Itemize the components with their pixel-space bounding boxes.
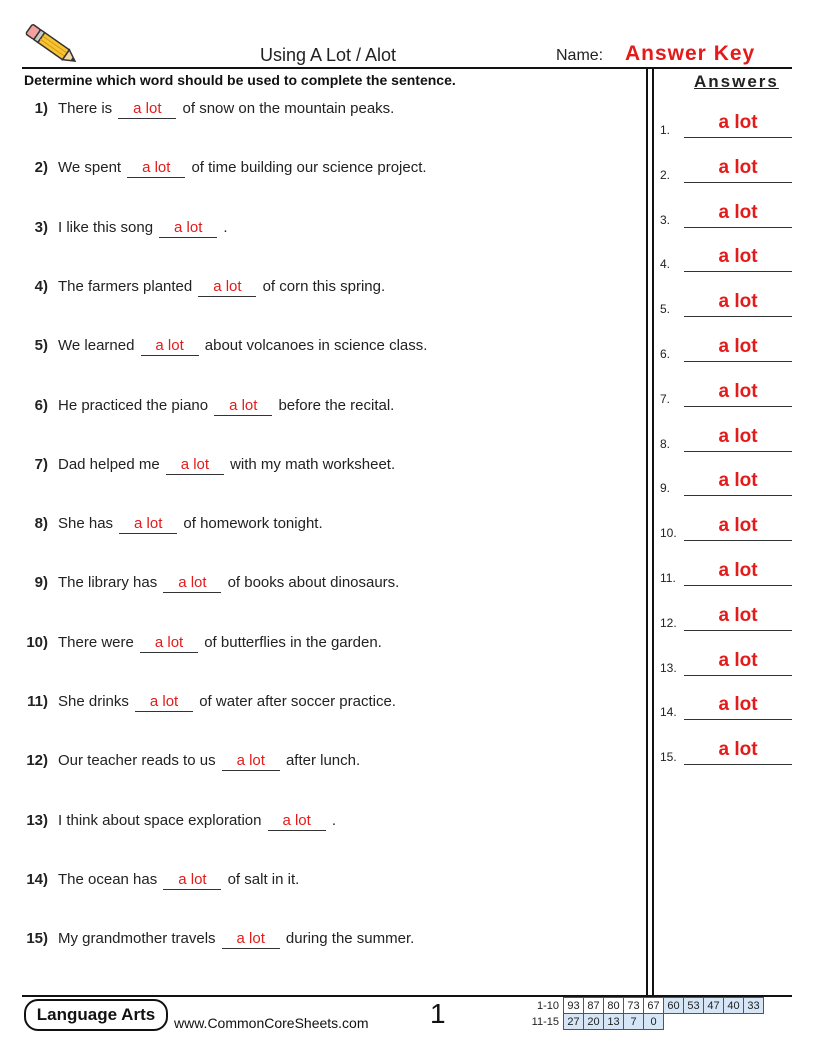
brand-badge bbox=[24, 999, 168, 1031]
answer-number: 7. bbox=[660, 391, 671, 406]
answer-row bbox=[660, 648, 792, 678]
question-number: 15) bbox=[26, 930, 48, 948]
score-cell: 60 bbox=[664, 998, 684, 1014]
question-text-before: There is bbox=[58, 100, 113, 117]
question-text-after: of salt in it. bbox=[227, 870, 300, 888]
question-row bbox=[0, 812, 336, 831]
answer-line bbox=[684, 182, 792, 183]
answer-row bbox=[660, 379, 792, 409]
question-text-before: I think about space exploration bbox=[58, 811, 262, 829]
answer-line bbox=[684, 585, 792, 586]
answer-blank[interactable]: a lot bbox=[141, 338, 199, 356]
name-value: Answer Key bbox=[625, 42, 756, 65]
answer-row bbox=[660, 692, 792, 722]
score-table bbox=[527, 997, 764, 1030]
answer-number: 14. bbox=[660, 705, 677, 720]
score-cell: 7 bbox=[624, 1014, 644, 1030]
answer-blank[interactable]: a lot bbox=[268, 813, 326, 831]
question-number: 11) bbox=[27, 693, 48, 710]
question-text-before: My grandmother travels bbox=[58, 930, 216, 948]
question-text-after: of books about dinosaurs. bbox=[227, 574, 400, 592]
question-number: 3) bbox=[34, 218, 48, 236]
question-number: 8) bbox=[34, 515, 48, 533]
question-row bbox=[0, 634, 382, 653]
score-range-label: 1-10 bbox=[536, 999, 559, 1012]
answer-blank[interactable]: a lot bbox=[127, 160, 185, 178]
question-row bbox=[0, 871, 299, 890]
top-rule bbox=[22, 67, 792, 69]
question-text-before: I like this song bbox=[58, 218, 154, 236]
question-text-after: about volcanoes in science class. bbox=[204, 337, 428, 355]
answer-number: 2. bbox=[660, 167, 671, 182]
answer-row bbox=[660, 513, 792, 543]
answer-value: a lot bbox=[718, 425, 758, 447]
answer-blank[interactable]: a lot bbox=[222, 931, 280, 949]
question-text-after: . bbox=[223, 218, 228, 236]
question-text-after: of snow on the mountain peaks. bbox=[182, 100, 395, 117]
answer-blank[interactable]: a lot bbox=[198, 279, 256, 297]
answer-row bbox=[660, 110, 792, 140]
answer-row bbox=[660, 155, 792, 185]
answer-line bbox=[684, 495, 792, 496]
score-row bbox=[527, 1014, 764, 1030]
answer-number: 8. bbox=[660, 436, 671, 451]
column-divider bbox=[652, 68, 654, 996]
question-number: 6) bbox=[34, 396, 48, 414]
name-label: Name: bbox=[556, 47, 604, 64]
answer-number: 6. bbox=[660, 347, 671, 361]
answer-blank[interactable]: a lot bbox=[222, 753, 280, 771]
instructions: Determine which word should be used to complete the sentence. bbox=[24, 72, 456, 88]
question-row bbox=[0, 100, 394, 119]
question-row bbox=[0, 930, 414, 949]
question-text-before: The library has bbox=[58, 574, 158, 592]
question-text-after: after lunch. bbox=[285, 752, 361, 770]
question-number: 5) bbox=[34, 337, 48, 355]
answer-blank[interactable]: a lot bbox=[135, 694, 193, 712]
answer-line bbox=[684, 406, 792, 407]
answer-line bbox=[684, 451, 792, 452]
answer-row bbox=[660, 334, 792, 364]
answer-line bbox=[684, 271, 792, 272]
answer-number: 5. bbox=[660, 302, 671, 317]
answer-row bbox=[660, 244, 792, 274]
answer-blank[interactable]: a lot bbox=[214, 398, 272, 416]
score-cell: 40 bbox=[724, 998, 744, 1014]
question-row bbox=[0, 456, 395, 475]
question-row bbox=[0, 337, 427, 356]
answer-row bbox=[660, 200, 792, 230]
answer-value: a lot bbox=[718, 246, 758, 268]
question-row bbox=[0, 515, 323, 534]
question-row bbox=[0, 693, 396, 712]
answer-number: 3. bbox=[660, 212, 671, 227]
question-row bbox=[0, 278, 385, 297]
answer-value: a lot bbox=[718, 739, 758, 761]
question-text-before: The ocean has bbox=[58, 870, 158, 888]
answer-value: a lot bbox=[718, 515, 758, 537]
question-text-before: We spent bbox=[58, 159, 122, 177]
question-number: 9) bbox=[34, 574, 48, 592]
page-number: 1 bbox=[430, 998, 446, 1029]
answer-blank[interactable]: a lot bbox=[140, 635, 198, 653]
question-text-before: We learned bbox=[58, 337, 135, 355]
score-row bbox=[527, 998, 764, 1014]
answer-line bbox=[684, 137, 792, 138]
answer-number: 10. bbox=[660, 526, 677, 541]
question-text-after: of homework tonight. bbox=[183, 515, 323, 533]
answer-line bbox=[684, 361, 792, 362]
answer-blank[interactable]: a lot bbox=[118, 101, 176, 119]
answer-number: 13. bbox=[660, 660, 677, 675]
question-number: 13) bbox=[26, 811, 48, 829]
answer-value: a lot bbox=[718, 380, 758, 402]
answer-line bbox=[684, 540, 792, 541]
question-number: 1) bbox=[34, 100, 48, 117]
score-range-label: 11-15 bbox=[531, 1015, 559, 1028]
question-text-before: Our teacher reads to us bbox=[58, 752, 216, 770]
score-cell: 53 bbox=[684, 998, 704, 1014]
question-number: 7) bbox=[34, 455, 48, 473]
question-text-before: He practiced the piano bbox=[58, 396, 209, 414]
answer-value: a lot bbox=[718, 694, 758, 716]
answer-number: 12. bbox=[660, 615, 677, 630]
question-text-after: of corn this spring. bbox=[262, 277, 386, 295]
answer-line bbox=[684, 316, 792, 317]
answer-value: a lot bbox=[718, 112, 758, 133]
score-cell: 87 bbox=[584, 998, 604, 1014]
answer-line bbox=[684, 764, 792, 765]
answer-number: 15. bbox=[660, 750, 677, 765]
score-cell: 93 bbox=[564, 998, 584, 1014]
answer-row bbox=[660, 558, 792, 588]
answer-blank[interactable]: a lot bbox=[119, 516, 177, 534]
answer-row bbox=[660, 737, 792, 767]
score-cell: 0 bbox=[644, 1014, 664, 1030]
column-divider bbox=[646, 68, 648, 996]
question-row bbox=[0, 574, 399, 593]
answer-line bbox=[684, 630, 792, 631]
question-text-after: of water after soccer practice. bbox=[199, 693, 396, 710]
score-cell: 27 bbox=[564, 1014, 584, 1030]
question-text-after: before the recital. bbox=[278, 396, 395, 414]
question-text-after: during the summer. bbox=[285, 930, 415, 948]
answer-row bbox=[660, 468, 792, 498]
score-cell: 33 bbox=[744, 998, 764, 1014]
answer-row bbox=[660, 289, 792, 319]
question-text-after: of time building our science project. bbox=[191, 159, 427, 177]
answer-number: 11. bbox=[660, 571, 676, 585]
answer-value: a lot bbox=[718, 336, 758, 357]
question-text-before: Dad helped me bbox=[58, 455, 160, 473]
answer-blank[interactable]: a lot bbox=[163, 575, 221, 593]
answer-value: a lot bbox=[718, 156, 758, 178]
question-number: 4) bbox=[34, 277, 48, 295]
answer-blank[interactable]: a lot bbox=[166, 457, 224, 475]
question-number: 12) bbox=[26, 752, 48, 770]
question-number: 14) bbox=[26, 870, 48, 888]
answer-line bbox=[684, 227, 792, 228]
answer-number: 9. bbox=[660, 481, 671, 496]
answer-value: a lot bbox=[718, 649, 758, 671]
question-text-after: with my math worksheet. bbox=[230, 455, 396, 473]
brand-label: Language Arts bbox=[36, 1005, 156, 1024]
answer-blank[interactable]: a lot bbox=[163, 872, 221, 890]
score-cell: 20 bbox=[584, 1014, 604, 1030]
answer-line bbox=[684, 719, 792, 720]
answer-value: a lot bbox=[718, 560, 758, 581]
question-text-after: . bbox=[331, 811, 336, 829]
website-url: www.CommonCoreSheets.com bbox=[174, 1015, 369, 1031]
question-text-before: The farmers planted bbox=[58, 277, 193, 295]
score-cell: 73 bbox=[624, 998, 644, 1014]
question-text-before: There were bbox=[58, 633, 134, 651]
score-cell: 67 bbox=[644, 998, 664, 1014]
answer-number: 1. bbox=[660, 123, 671, 137]
answer-value: a lot bbox=[718, 604, 758, 626]
answers-header: Answers bbox=[694, 72, 779, 91]
question-row bbox=[0, 159, 427, 178]
answer-row bbox=[660, 424, 792, 454]
answer-value: a lot bbox=[718, 201, 758, 223]
question-text-after: of butterflies in the garden. bbox=[204, 633, 382, 651]
question-text-before: She drinks bbox=[58, 693, 129, 710]
question-text-before: She has bbox=[58, 515, 114, 533]
answer-row bbox=[660, 603, 792, 633]
score-cell: 47 bbox=[704, 998, 724, 1014]
answer-blank[interactable]: a lot bbox=[159, 220, 217, 238]
question-number: 10) bbox=[26, 633, 48, 651]
page-title: Using A Lot / Alot bbox=[259, 45, 397, 65]
question-row bbox=[0, 752, 360, 771]
answer-number: 4. bbox=[660, 257, 671, 272]
question-number: 2) bbox=[34, 159, 48, 177]
score-cell: 13 bbox=[604, 1014, 624, 1030]
answer-value: a lot bbox=[718, 470, 758, 492]
score-cell: 80 bbox=[604, 998, 624, 1014]
answer-line bbox=[684, 675, 792, 676]
question-row bbox=[0, 219, 228, 238]
answer-value: a lot bbox=[718, 291, 758, 313]
question-row bbox=[0, 397, 394, 416]
